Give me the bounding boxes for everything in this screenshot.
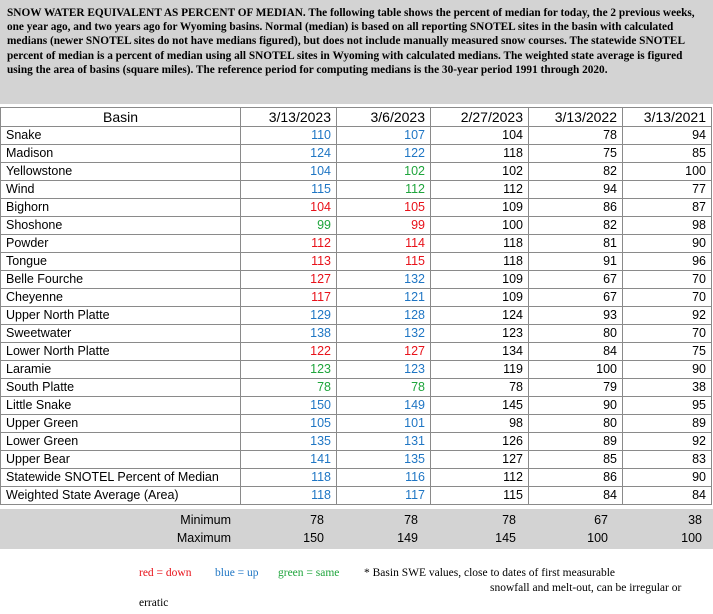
summary-label: Minimum — [180, 513, 231, 527]
value-cell: 100 — [431, 217, 529, 235]
value-cell: 115 — [337, 253, 431, 271]
value-cell: 118 — [241, 487, 337, 505]
value-cell: 84 — [529, 343, 623, 361]
value-cell: 92 — [623, 307, 712, 325]
value-cell: 102 — [337, 163, 431, 181]
value-cell: 80 — [529, 415, 623, 433]
value-cell: 104 — [241, 163, 337, 181]
value-cell: 127 — [431, 451, 529, 469]
value-cell: 124 — [241, 145, 337, 163]
value-cell: 123 — [431, 325, 529, 343]
swe-table — [0, 107, 712, 505]
value-cell: 132 — [337, 271, 431, 289]
value-cell: 96 — [623, 253, 712, 271]
header-date-3: 2/27/2023 — [431, 108, 529, 127]
value-cell: 115 — [431, 487, 529, 505]
header-date-5: 3/13/2021 — [623, 108, 712, 127]
value-cell: 91 — [529, 253, 623, 271]
header-date-4: 3/13/2022 — [529, 108, 623, 127]
value-cell: 85 — [529, 451, 623, 469]
table-row — [1, 163, 712, 181]
legend-same: green = same — [278, 567, 340, 579]
value-cell: 145 — [431, 397, 529, 415]
table-row — [1, 127, 712, 145]
value-cell: 126 — [431, 433, 529, 451]
value-cell: 150 — [241, 397, 337, 415]
value-cell: 84 — [623, 487, 712, 505]
value-cell: 82 — [529, 163, 623, 181]
value-cell: 79 — [529, 379, 623, 397]
table-row — [1, 253, 712, 271]
summary-value: 100 — [681, 531, 702, 545]
value-cell: 98 — [431, 415, 529, 433]
value-cell: 90 — [623, 361, 712, 379]
value-cell: 70 — [623, 271, 712, 289]
value-cell: 83 — [623, 451, 712, 469]
value-cell: 112 — [431, 469, 529, 487]
header-date-1: 3/13/2023 — [241, 108, 337, 127]
value-cell: 110 — [241, 127, 337, 145]
legend-note-line1: * Basin SWE values, close to dates of first measurable — [364, 567, 616, 579]
value-cell: 102 — [431, 163, 529, 181]
value-cell: 134 — [431, 343, 529, 361]
value-cell: 82 — [529, 217, 623, 235]
value-cell: 78 — [337, 379, 431, 397]
value-cell: 87 — [623, 199, 712, 217]
table-row — [1, 325, 712, 343]
summary-row-minimum — [0, 511, 713, 529]
value-cell: 85 — [623, 145, 712, 163]
legend-up: blue = up — [215, 567, 259, 579]
summary-value: 145 — [495, 531, 516, 545]
value-cell: 118 — [431, 145, 529, 163]
value-cell: 81 — [529, 235, 623, 253]
value-cell: 99 — [337, 217, 431, 235]
value-cell: 118 — [241, 469, 337, 487]
summary-band — [0, 509, 713, 549]
value-cell: 92 — [623, 433, 712, 451]
table-row — [1, 397, 712, 415]
basin-name: Tongue — [1, 253, 241, 271]
value-cell: 114 — [337, 235, 431, 253]
value-cell: 94 — [529, 181, 623, 199]
value-cell: 75 — [529, 145, 623, 163]
value-cell: 132 — [337, 325, 431, 343]
basin-name: Bighorn — [1, 199, 241, 217]
value-cell: 122 — [241, 343, 337, 361]
value-cell: 141 — [241, 451, 337, 469]
value-cell: 100 — [529, 361, 623, 379]
table-row — [1, 433, 712, 451]
value-cell: 95 — [623, 397, 712, 415]
value-cell: 78 — [241, 379, 337, 397]
basin-name: Upper Green — [1, 415, 241, 433]
value-cell: 93 — [529, 307, 623, 325]
value-cell: 112 — [431, 181, 529, 199]
value-cell: 104 — [241, 199, 337, 217]
summary-value: 38 — [688, 513, 702, 527]
value-cell: 109 — [431, 289, 529, 307]
value-cell: 101 — [337, 415, 431, 433]
value-cell: 131 — [337, 433, 431, 451]
basin-name: Statewide SNOTEL Percent of Median — [1, 469, 241, 487]
basin-name: Upper North Platte — [1, 307, 241, 325]
value-cell: 98 — [623, 217, 712, 235]
value-cell: 149 — [337, 397, 431, 415]
summary-value: 100 — [587, 531, 608, 545]
value-cell: 119 — [431, 361, 529, 379]
value-cell: 109 — [431, 199, 529, 217]
value-cell: 78 — [529, 127, 623, 145]
summary-value: 78 — [502, 513, 516, 527]
table-row — [1, 361, 712, 379]
value-cell: 123 — [337, 361, 431, 379]
value-cell: 38 — [623, 379, 712, 397]
header-date-2: 3/6/2023 — [337, 108, 431, 127]
value-cell: 112 — [337, 181, 431, 199]
value-cell: 107 — [337, 127, 431, 145]
basin-name: Snake — [1, 127, 241, 145]
value-cell: 117 — [241, 289, 337, 307]
value-cell: 121 — [337, 289, 431, 307]
summary-value: 67 — [594, 513, 608, 527]
value-cell: 118 — [431, 235, 529, 253]
value-cell: 77 — [623, 181, 712, 199]
intro-paragraph: SNOW WATER EQUIVALENT AS PERCENT OF MEDIAN. The following table shows the percent of median for today, the 2 previous weeks, one year ago, and two years ago for Wyoming basins. Normal (median) is based on all reporting SNOTEL sites in the basin with calculated medians (newer SNOTEL sites do not have medians figured), but does not include manually measured snow courses. The statewide SNOTEL percent of median is a percent of median using all SNOTEL sites in Wyoming with calculated medians. The weighted state average is figured using the area of basins (square miles). The reference period for computing medians is the 30-year period 1991 through 2020. — [0, 0, 713, 104]
legend-note-line3: erratic — [139, 597, 169, 609]
table-row — [1, 217, 712, 235]
legend-note-line2: snowfall and melt-out, can be irregular or — [490, 582, 682, 594]
basin-name: Belle Fourche — [1, 271, 241, 289]
summary-label: Maximum — [176, 531, 231, 545]
value-cell: 115 — [241, 181, 337, 199]
value-cell: 89 — [623, 415, 712, 433]
value-cell: 105 — [337, 199, 431, 217]
table-row — [1, 343, 712, 361]
value-cell: 78 — [431, 379, 529, 397]
value-cell: 75 — [623, 343, 712, 361]
table-row — [1, 181, 712, 199]
table-row — [1, 145, 712, 163]
value-cell: 122 — [337, 145, 431, 163]
table-row — [1, 469, 712, 487]
summary-row-maximum — [0, 529, 713, 547]
value-cell: 84 — [529, 487, 623, 505]
value-cell: 135 — [337, 451, 431, 469]
value-cell: 127 — [337, 343, 431, 361]
value-cell: 138 — [241, 325, 337, 343]
header-basin: Basin — [1, 108, 241, 127]
basin-name: Yellowstone — [1, 163, 241, 181]
value-cell: 100 — [623, 163, 712, 181]
value-cell: 104 — [431, 127, 529, 145]
basin-name: Wind — [1, 181, 241, 199]
summary-value: 78 — [404, 513, 418, 527]
legend-down: red = down — [139, 567, 192, 579]
basin-name: Cheyenne — [1, 289, 241, 307]
basin-name: Shoshone — [1, 217, 241, 235]
value-cell: 90 — [623, 469, 712, 487]
basin-name: Lower North Platte — [1, 343, 241, 361]
value-cell: 105 — [241, 415, 337, 433]
value-cell: 70 — [623, 325, 712, 343]
summary-value: 78 — [310, 513, 324, 527]
value-cell: 86 — [529, 469, 623, 487]
value-cell: 112 — [241, 235, 337, 253]
basin-name: Laramie — [1, 361, 241, 379]
value-cell: 109 — [431, 271, 529, 289]
basin-name: Weighted State Average (Area) — [1, 487, 241, 505]
value-cell: 70 — [623, 289, 712, 307]
header-row — [1, 108, 712, 127]
table-row — [1, 289, 712, 307]
basin-name: South Platte — [1, 379, 241, 397]
basin-name: Lower Green — [1, 433, 241, 451]
value-cell: 118 — [431, 253, 529, 271]
value-cell: 117 — [337, 487, 431, 505]
table-row — [1, 487, 712, 505]
table-row — [1, 379, 712, 397]
basin-name: Upper Bear — [1, 451, 241, 469]
table-row — [1, 307, 712, 325]
summary-value: 149 — [397, 531, 418, 545]
value-cell: 89 — [529, 433, 623, 451]
basin-name: Madison — [1, 145, 241, 163]
summary-value: 150 — [303, 531, 324, 545]
value-cell: 124 — [431, 307, 529, 325]
value-cell: 123 — [241, 361, 337, 379]
value-cell: 67 — [529, 289, 623, 307]
value-cell: 94 — [623, 127, 712, 145]
value-cell: 99 — [241, 217, 337, 235]
value-cell: 116 — [337, 469, 431, 487]
table-row — [1, 271, 712, 289]
table-row — [1, 235, 712, 253]
value-cell: 113 — [241, 253, 337, 271]
table-body — [1, 127, 712, 505]
value-cell: 90 — [529, 397, 623, 415]
value-cell: 86 — [529, 199, 623, 217]
basin-name: Powder — [1, 235, 241, 253]
value-cell: 135 — [241, 433, 337, 451]
value-cell: 80 — [529, 325, 623, 343]
table-row — [1, 451, 712, 469]
value-cell: 128 — [337, 307, 431, 325]
basin-name: Little Snake — [1, 397, 241, 415]
value-cell: 90 — [623, 235, 712, 253]
value-cell: 67 — [529, 271, 623, 289]
basin-name: Sweetwater — [1, 325, 241, 343]
value-cell: 127 — [241, 271, 337, 289]
table-row — [1, 415, 712, 433]
table-row — [1, 199, 712, 217]
value-cell: 129 — [241, 307, 337, 325]
